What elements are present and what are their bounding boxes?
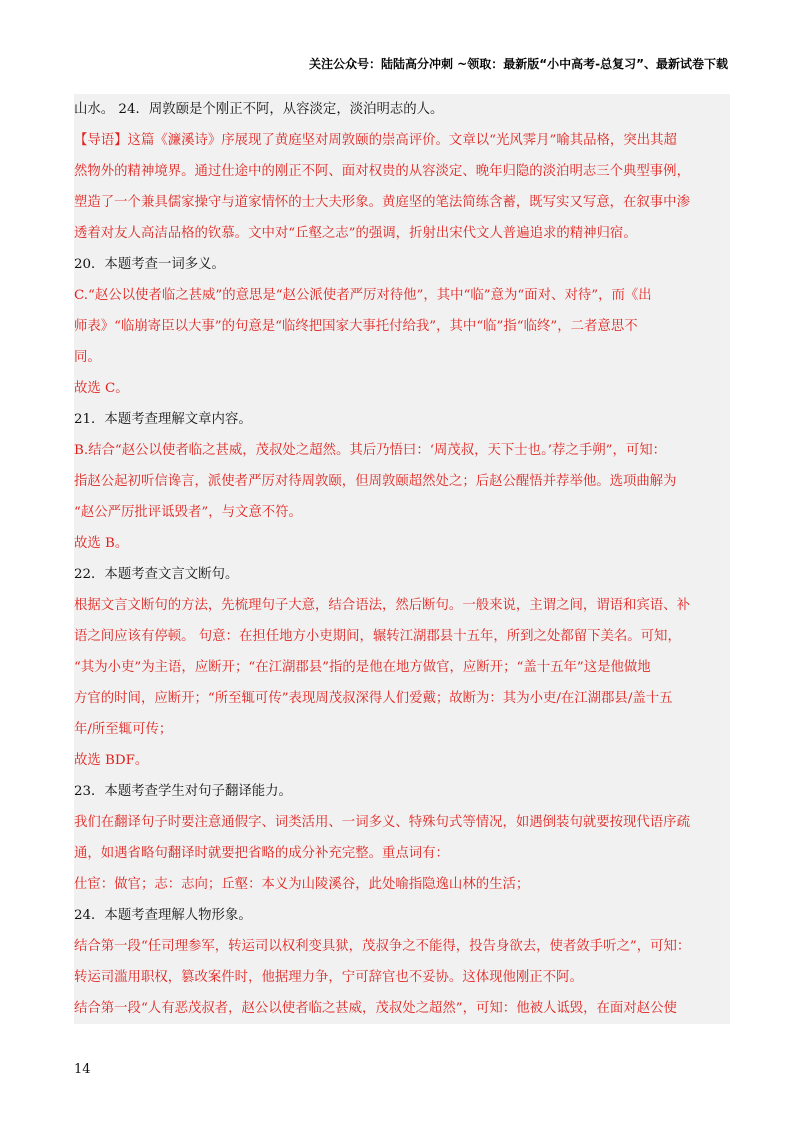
question-heading: 22．本题考查文言文断句。	[74, 559, 730, 590]
text-line: “其为小吏”为主语，应断开；“在江湖郡县”指的是他在地方做官，应断开；“盖十五年”这是他做地	[74, 652, 730, 683]
text-line: 师表》“临崩寄臣以大事”的句意是“临终把国家大事托付给我”，其中“临”指“临终”，二者意思不	[74, 311, 730, 342]
question-heading: 23．本题考查学生对句子翻译能力。	[74, 776, 730, 807]
text-line: 塑造了一个兼具儒家操守与道家情怀的士大夫形象。黄庭坚的笔法简练含蓄，既写实又写意，在叙事中渗	[74, 187, 730, 218]
text-line: 故选 BDF。	[74, 745, 730, 776]
text-line: 指赵公起初听信谗言，派使者严厉对待周敦颐，但周敦颐超然处之；后赵公醒悟并荐举他。选项曲解为	[74, 466, 730, 497]
text-line: 通，如遇省略句翻译时就要把省略的成分补充完整。重点词有：	[74, 838, 730, 869]
text-line: 转运司滥用职权，篡改案件时，他据理力争，宁可辞官也不妥协。这体现他刚正不阿。	[74, 962, 730, 993]
text-line: 透着对友人高洁品格的钦慕。文中对“丘壑之志”的强调，折射出宋代文人普遍追求的精神归宿。	[74, 218, 730, 249]
text-line: 根据文言文断句的方法，先梳理句子大意，结合语法，然后断句。一般来说，主谓之间，谓语和宾语、补	[74, 590, 730, 621]
text-line: 【导语】这篇《濂溪诗》序展现了黄庭坚对周敦颐的崇高评价。文章以“光风霁月”喻其品格，突出其超	[74, 125, 730, 156]
text-line: “赵公严厉批评诋毁者”，与文意不符。	[74, 497, 730, 528]
text-line: 结合第一段“任司理参军，转运司以权利变具狱，茂叔争之不能得，投告身欲去，使者敛手听之”，可知：	[74, 931, 730, 962]
text-line: C.“赵公以使者临之甚威”的意思是“赵公派使者严厉对待他”，其中“临”意为“面对、对待”，而《出	[74, 280, 730, 311]
page-header: 关注公众号：陆陆高分冲刺 ~领取：最新版“小中高考-总复习”、最新试卷下载	[309, 57, 728, 71]
text-line: 结合第一段“人有恶茂叔者，赵公以使者临之甚威，茂叔处之超然”，可知：他被人诋毁，在面对赵公使	[74, 993, 730, 1024]
text-line: 仕宦：做官；志：志向；丘壑：本义为山陵溪谷，此处喻指隐逸山林的生活；	[74, 869, 730, 900]
text-line: 方官的时间，应断开；“所至辄可传”表现周茂叔深得人们爱戴；故断为：其为小吏/在江湖郡县/盖十五	[74, 683, 730, 714]
text-line: 年/所至辄可传；	[74, 714, 730, 745]
question-heading: 21．本题考查理解文章内容。	[74, 404, 730, 435]
text-line: 故选 B。	[74, 528, 730, 559]
text-line: B.结合“赵公以使者临之甚威，茂叔处之超然。其后乃悟曰：‘周茂叔，天下士也。’荐之手朔”，可知：	[74, 435, 730, 466]
question-heading: 24．本题考查理解人物形象。	[74, 900, 730, 931]
text-line: 同。	[74, 342, 730, 373]
text-line: 语之间应该有停顿。 句意：在担任地方小吏期间，辗转江湖郡县十五年，所到之处都留下美名。可知，	[74, 621, 730, 652]
document-body	[74, 94, 730, 1024]
question-heading: 20．本题考查一词多义。	[74, 249, 730, 280]
text-line: 山水。 24．周敦颐是个刚正不阿，从容淡定，淡泊明志的人。	[74, 94, 730, 125]
text-line: 故选 C。	[74, 373, 730, 404]
text-line: 我们在翻译句子时要注意通假字、词类活用、一词多义、特殊句式等情况，如遇倒装句就要按现代语序疏	[74, 807, 730, 838]
text-line: 然物外的精神境界。通过仕途中的刚正不阿、面对权贵的从容淡定、晚年归隐的淡泊明志三个典型事例，	[74, 156, 730, 187]
page-number: 14	[74, 1062, 91, 1077]
